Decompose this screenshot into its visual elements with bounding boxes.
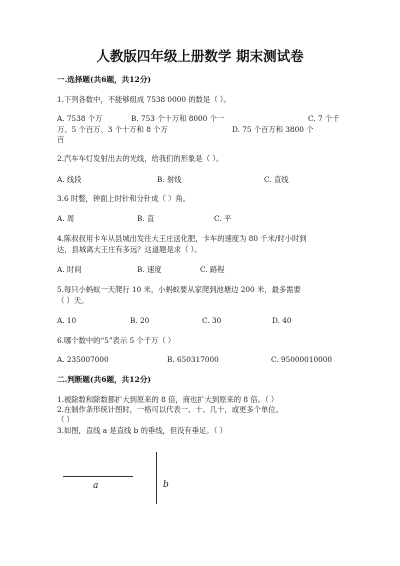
question-2-option-b: B. 射线: [157, 175, 182, 184]
question-5-option-c: C. 30: [202, 316, 222, 325]
judgement-item-2: 2.在制作条形统计图时，一格可以代表一、十、几十，或更多个单位。: [57, 405, 283, 414]
question-4-stem: 4.陈叔叔用卡车从县城出发往大王庄送化肥，卡车的速度为 80 千米/时小时到: [57, 234, 307, 243]
question-5-option-a: A. 10: [57, 316, 77, 325]
question-2-option-c: C. 直线: [264, 175, 289, 184]
judgement-item-3: 3.如图，直线 a 是直线 b 的垂线，但没有垂足。（ ）: [57, 426, 227, 435]
question-3-stem: 3.6 时整，钟面上时针和分针成（ ）角。: [57, 194, 190, 203]
line-b: [156, 452, 157, 504]
question-1-option-b: B. 753 个十万和 8000 个一: [131, 114, 225, 123]
question-6-option-a: A. 235007000: [57, 355, 109, 364]
page-title: 人教版四年级上册数学 期末测试卷: [96, 49, 304, 65]
line-a: [63, 476, 133, 477]
question-6-option-b: B. 650317000: [167, 355, 219, 364]
question-2-stem: 2.汽车车灯发射出去的光线，给我们的形象是（ ）。: [57, 154, 224, 163]
question-5-option-d: D. 40: [272, 316, 292, 325]
question-1-option-d: D. 75 个百万和 3800 个: [232, 125, 314, 134]
question-6-option-c: C. 95000010000: [271, 355, 333, 364]
question-4-option-a: A. 时间: [57, 265, 82, 274]
question-6-stem: 6.哪个数中的“5”表示 5 个千万（ ）: [57, 336, 176, 345]
question-2-option-a: A. 线段: [57, 175, 82, 184]
question-1-option-c: C. 7 个千: [308, 114, 340, 123]
question-5-stem-cont: （ ）天。: [57, 296, 89, 305]
judgement-item-1: 1.被除数和除数都扩大到原来的 8 倍，商也扩大到原来的 8 倍。（ ）: [57, 395, 279, 404]
question-3-option-a: A. 周: [57, 214, 75, 223]
question-4-option-c: C. 路程: [200, 265, 225, 274]
question-1-stem: 1.下列各数中，不能够组成 7538 0000 的数是（ ）。: [57, 95, 231, 104]
question-4-stem-cont: 达，县城离大王庄有多远？这道题是求（ ）。: [57, 245, 202, 254]
question-1-option-a: A. 7538 个万: [57, 114, 103, 123]
line-b-label: b: [163, 480, 169, 490]
question-5-option-b: B. 20: [130, 316, 150, 325]
section-heading-judgement: 二.判断题(共6题，共12分): [57, 375, 152, 384]
judgement-item-2-cont: （ ）: [57, 415, 74, 424]
section-heading-choice: 一.选择题(共6题，共12分): [57, 75, 152, 84]
question-1-option-d-cont: 百: [57, 135, 65, 144]
question-3-option-b: B. 直: [137, 214, 155, 223]
question-4-option-b: B. 速度: [137, 265, 162, 274]
question-5-stem: 5.每只小蚂蚁一天爬行 10 米，小蚂蚁要从家爬到池塘边 200 米，最多需要: [57, 285, 301, 294]
question-1-option-c-cont: 万、5 个百万、3 个十万和 8 个万: [57, 125, 168, 134]
line-a-label: a: [93, 481, 99, 491]
question-3-option-c: C. 平: [214, 214, 232, 223]
